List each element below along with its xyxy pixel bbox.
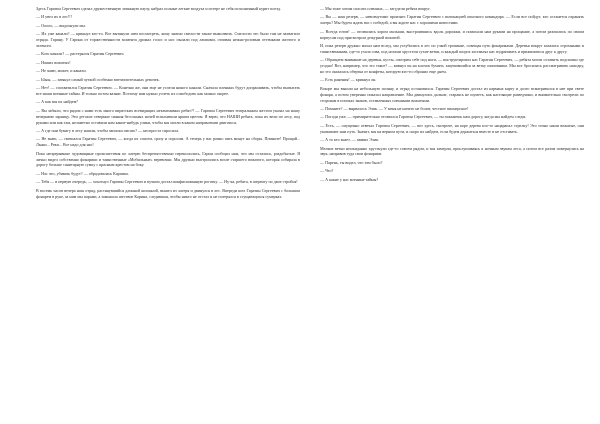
paragraph: И, пока резерв дружно махал нам вслед, мы углубились в лес по узкой тропинке, освещая путь фонариками. Деревья вокруг казались огромными и таинственными, где-то ухала сова, под ногами хрустели сухие ветки, и каждый шорох заставлял нас вздрагивать и прижиматься друг к другу. xyxy=(320,43,584,54)
paragraph: — Нас что, убивать будут? — обрадовалась Карпика. xyxy=(36,170,129,176)
paragraph: — Погоди уже, — примирительно отозвался Гаратин Сергеевич, — ты покажешь нам дорогу, когда мы найдем следы. xyxy=(320,114,527,120)
paragraph: — Тебя — в первую очередь, — хохотнул Гаратин Сергеевич и пучком достал конфискованную рогатку. — Ну-ка, ребята, в шеренгу по двое стройся! xyxy=(36,179,298,185)
paragraph: Вскоре мы вышли на небольшую поляну, и отряд остановился. Гаратин Сергеевич достал из кармана карту и долго всматривался в нее при свете фонаря, а потом уверенно показал направление. Мы двинулись дальше, стараясь не шуметь, как настоящие разведчики, и внимательно смотрели по сторонам в поисках знаков, оставленных пленными вожатыми. xyxy=(320,85,584,103)
paragraph: — Есть, — смущенно отвечал Гаратин Сергеевич, — вот здесь, смотрите, на коре дерева кто-то нацарапал стрелку! Это точно наши вожатые, они указывают нам путь. Значит, мы на верном пути, и скоро их найдем, если будем держаться вместе и не отставать. xyxy=(320,122,584,134)
paragraph: — Вы забыли, что рядом с нами есть много пиратских всевидящих незаменимых ребят?! — Гаратин Сергеевич театральным жестом указал на нашу вечернюю зарницу. Эти детские северные сияния бессонных ночей вспыхивали ярким цветом. Я верю, что НАШИ ребята, пока их вели по лесу, под руками или как там, незаметно оставили нам какие-нибудь улики, чтобы мы могли в каком направлении двигаться. xyxy=(36,107,300,125)
paragraph: — Наших вожатых! xyxy=(36,59,71,65)
paragraph: В восемь часов вечера наш отряд, растянувшийся длинной колонной, вышел из лагеря и двинулся в лес. Впереди шел Гаратин Сергеевич с большим фонарем в руке, за ним мы парами, а замыкала шествие Карина, следившая, чтобы никто не отстал и не потерялся в сгущающихся сумерках. xyxy=(36,187,300,199)
right-page-column xyxy=(320,6,584,420)
paragraph: — А как мы их найдем? xyxy=(36,99,78,105)
paragraph: — Всегда готов! — отозвались хором малыши, выстроившись вдоль дорожки, и помахали нам руками на прощание, а потом разошлись по своим корпусам под присмотром дежурной вожатой. xyxy=(320,28,584,40)
paragraph: — А где они бумагу в лесу нашли, чтобы записки писать? — неспроста спросила. xyxy=(36,128,180,134)
left-page-column xyxy=(36,6,300,420)
paragraph: — Вы — наш резерв, — невозмутимо произнес Гаратин Сергеевич с интонацией опытного командира. — Если все пойдут, кто останется охранять лагерь? Мы будем ждать вас с победой, а вы ждите нас с хорошими новостями. xyxy=(320,14,584,26)
paragraph: — Их уже канали? — крикнул кто-то. Все вытянули шеи посмотреть, кому знатно смелости также вымолвить. Смелости это было там не захватило отряда. Гарину. У Гарина от торжественности момента дрожал голос и нос пылали под лампами, отливая нежно-розовым оттенками желтого и зеленого. xyxy=(36,31,300,48)
paragraph: Мелкие ветки неожиданно хрустнули где-то совсем рядом, и мы замерли, прислушиваясь к ночным звукам леса, а потом все разом повернулись на звук, направив туда свои фонарики. xyxy=(320,145,584,157)
paragraph: — Что? xyxy=(320,168,334,174)
paragraph: — Ооооо, — выдохнули мы. xyxy=(36,22,86,28)
paragraph: — А какие у нас военные тайны? xyxy=(320,176,379,182)
paragraph: — Кого канали? — растерялся Гаратин Сергеевич. xyxy=(36,51,125,57)
paragraph: — Не знаю, — смешался Гаратин Сергеевич, — когда их спасем, сразу и спросим. А теперь у вас ровно пять минут на сборы. Помните! Прощай... Лыжи... Реки... Все надо для нас! xyxy=(36,136,300,148)
paragraph: — Помните? — вырвалось Элик. — У меня не ничего не болит, честное пионерское! xyxy=(320,105,469,111)
paragraph: — Не знаю, может, и канали. xyxy=(36,68,87,74)
paragraph: Здесь Гаратин Сергеевич сделал дружественную затяжную паузу, набрал полные легкие воздуха и истерт не себя исполненный курит поезд. xyxy=(36,6,281,11)
paragraph: — И увел их в лес!!! xyxy=(36,14,73,20)
paragraph: Пока непрерывные чудовищные происшествия по лагерю беспрепятственно переносились, Гарин сообщил нам, что мы остались, раздобытые. Я лично видел собственно фонарики и таинственные «Мобильные» веревочки. Мы дружно выстроились возле старшего вожатого, которая собирала в дорогу больше санитарную сумку с красным крестом на боку. xyxy=(36,150,300,168)
paragraph: — Нет! — спохватился Гаратин Сергеевич. — Конечно же, они еще не успели никого канали. Сначала пленных будут допрашивать, чтобы выпытать все наши военные тайны. И только потом казнят. Поэтому нам нужно успеть их освободить как можно скорее. xyxy=(36,85,300,97)
paragraph: — Есть ранения! — крикнул он. xyxy=(320,77,377,83)
paragraph: — Ыыы, — затянул самый чуткой особенно впечатлительных девочек. xyxy=(36,76,160,82)
paragraph: — Парень, ты видел, что там было? xyxy=(320,159,383,165)
paragraph: — Обращаем внимание на деревья, кусты, смотрим себе под ноги, — инструктировал нас Гаратин Сергеевич, — ребята могли оставить подсказки где угодно! Вот, например, что это такое? — кивнул он на клочок бумаги, зацепившийся за ветку шиповника. Мы все бросились рассматривать находку, но это оказалась обертка от конфеты, которую кто-то обронил еще днем. xyxy=(320,57,584,74)
paragraph: — А то кто знает, — заявил Элик. xyxy=(320,137,380,143)
paragraph: — Мы тоже хотим спасать пленных, — загудели ребята вокруг. xyxy=(320,6,431,11)
